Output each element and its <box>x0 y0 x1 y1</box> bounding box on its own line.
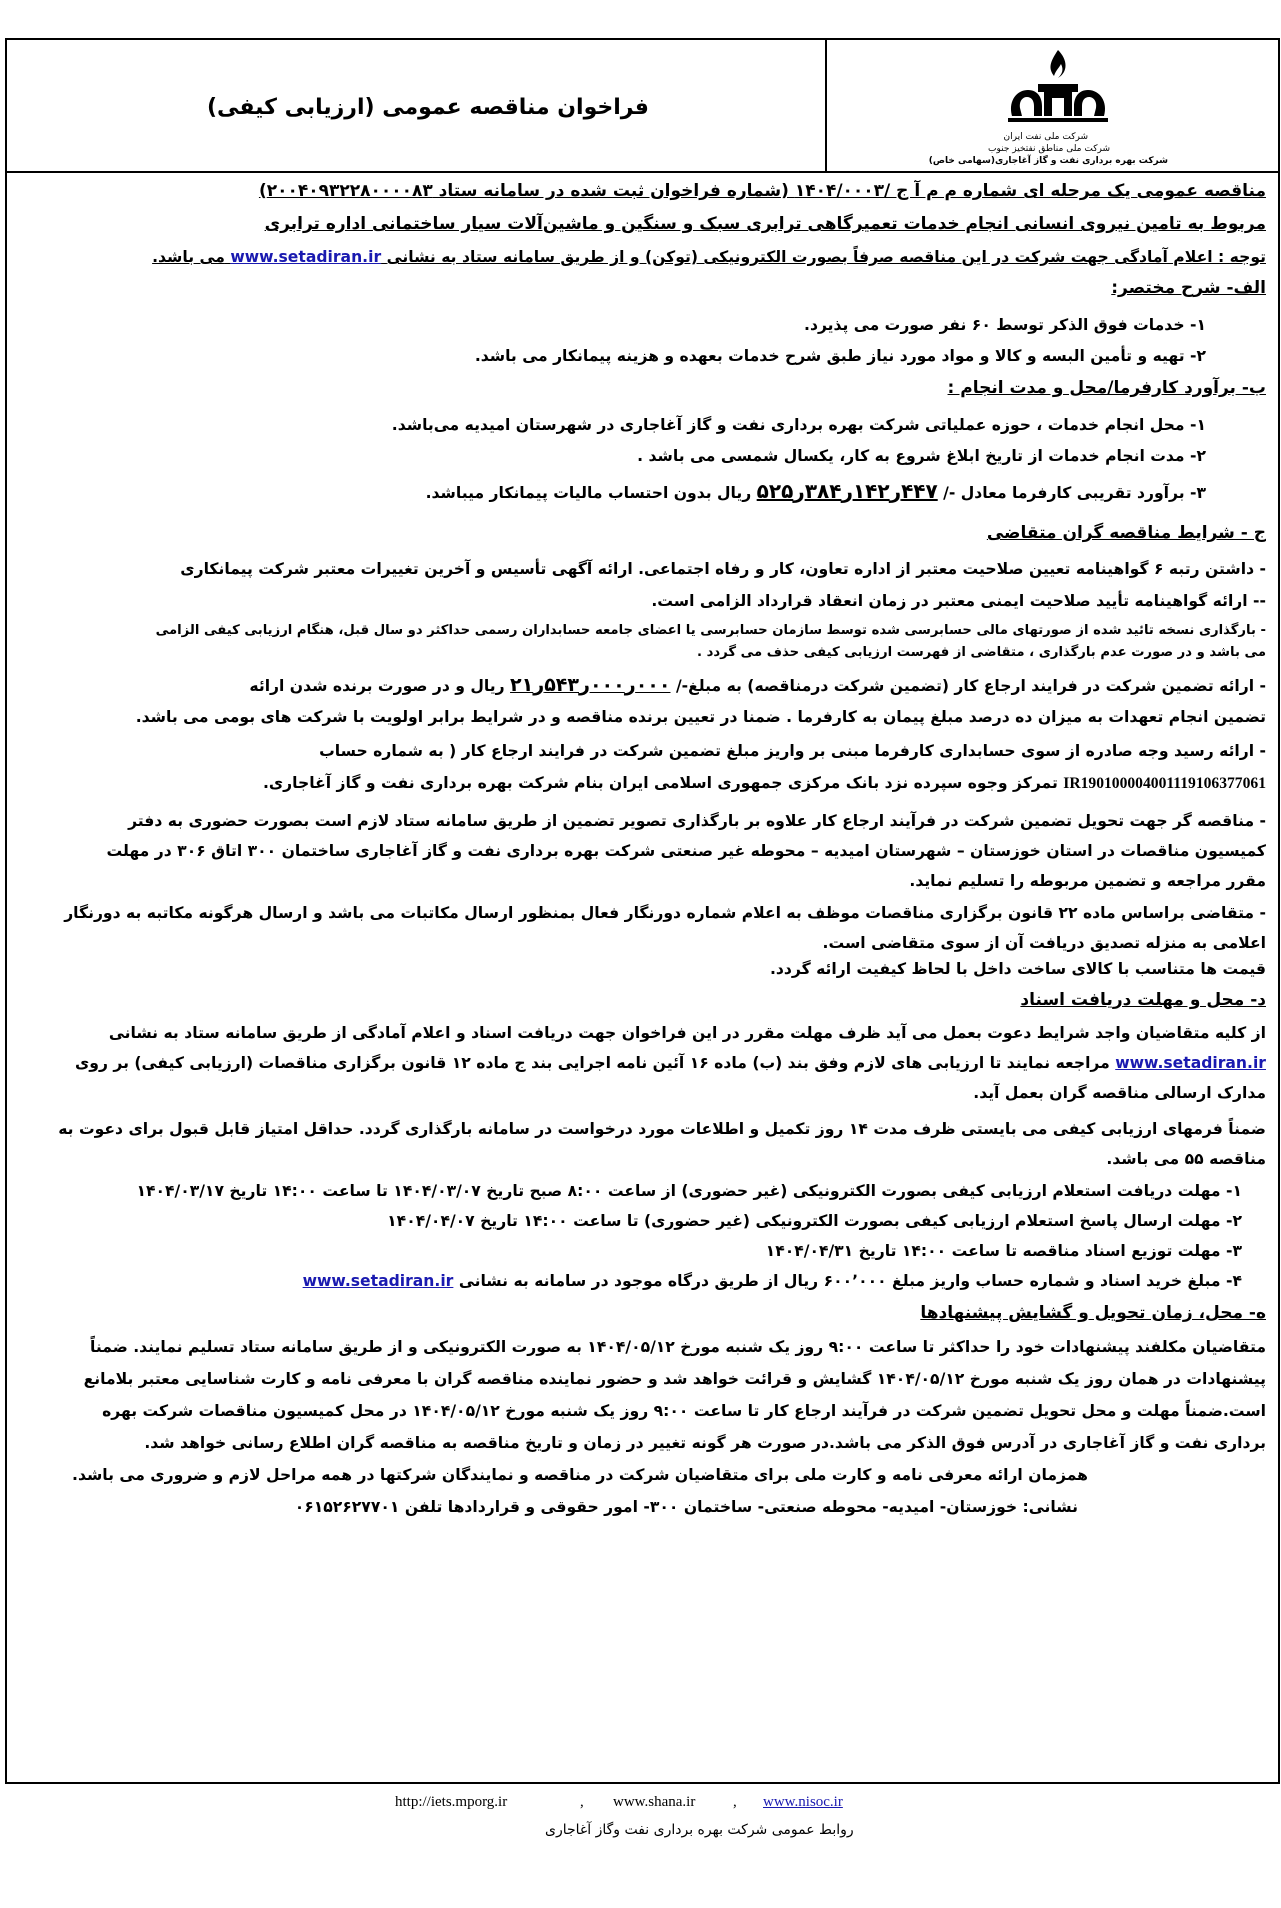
section-b-item-3 <box>426 480 1206 504</box>
section-c-line-14: قیمت ها متناسب با کالای ساخت داخل با لحاظ کیفیت ارائه گردد. <box>769 960 1266 978</box>
logo-line-2: شرکت ملی مناطق نفتخیز جنوب <box>988 144 1110 154</box>
section-c-line-10: کمیسیون مناقصات در استان خوزستان – شهرستان امیدیه – محوطه غیر صنعتی شرکت بهره برداری نفت و گاز آغاجاری ساختمان ۳۰۰ اتاق ۳۰۶ در مهلت <box>106 842 1266 860</box>
section-c-line-5 <box>249 674 1266 697</box>
footer-link-mporg[interactable]: http://iets.mporg.ir <box>395 1794 508 1810</box>
section-d-line-2 <box>75 1052 1266 1074</box>
footer-org: روابط عمومی شرکت بهره برداری نفت وگاز آغاجاری <box>545 1822 854 1838</box>
contact-address: نشانی: خوزستان- امیدیه- محوطه صنعتی- ساختمان ۳۰۰- امور حقوقی و قراردادها تلفن ۰۶۱۵۲۶۲۷۷۰۱ <box>294 1498 1078 1516</box>
section-c-line-11: مقرر مراجعه و تضمین مربوطه را تسلیم نماید. <box>909 872 1266 890</box>
section-d-item-4-text: ۴- مبلغ خرید اسناد و شماره حساب واریز مبلغ ۶۰۰٬۰۰۰ ریال از طریق درگاه موجود در سامانه به نشانی <box>458 1272 1242 1290</box>
section-e-line-2: پیشنهادات در همان روز یک شنبه مورخ ۱۴۰۴/۰۵/۱۲ گشایش و قرائت خواهد شد و حضور نماینده مناقصه گران با معرفی نامه و کارت شناسایی معتبر بلامانع <box>83 1370 1266 1388</box>
tender-number-line: مناقصه عمومی یک مرحله ای شماره م م آ ج /۱۴۰۴/۰۰۰۳ (شماره فراخوان ثبت شده در سامانه ستاد ۲۰۰۴۰۹۳۲۲۸۰۰۰۰۸۳) <box>258 181 1266 201</box>
section-a-item-1: ۱- خدمات فوق الذکر توسط ۶۰ نفر صورت می پذیرد. <box>804 316 1206 334</box>
section-b-item-2: ۲- مدت انجام خدمات از تاریخ ابلاغ شروع به کار، یکسال شمسی می باشد . <box>637 447 1206 465</box>
section-c-line-6: تضمین انجام تعهدات به میزان ده درصد مبلغ پیمان به کارفرما . ضمنا در تعیین برنده مناقصه و در شرایط برابر اولویت با شرکت های بومی می باشد. <box>135 708 1266 726</box>
section-e-line-4: برداری نفت و گاز آغاجاری در آدرس فوق الذکر می باشد.در صورت هر گونه تغییر در زمان و تاریخ مناقصه به مناقصه گران اطلاع رسانی خواهد شد. <box>144 1434 1266 1452</box>
tender-subject-line: مربوط به تامین نیروی انسانی انجام خدمات تعمیرگاهی ترابری سبک و سنگین و ماشین‌آلات سیار ساختمانی اداره ترابری <box>264 214 1266 234</box>
company-logo-box <box>825 40 1278 171</box>
section-d-line-5: مناقصه ۵۵ می باشد. <box>1106 1150 1266 1168</box>
estimate-label: ۳- برآورد تقریبی کارفرما معادل -/ <box>943 484 1206 502</box>
logo-line-3: شرکت بهره برداری نفت و گاز آغاجاری(سهامی خاص) <box>928 156 1168 166</box>
estimate-note: ریال بدون احتساب مالیات پیمانکار میباشد. <box>425 484 752 502</box>
section-d-item-4 <box>303 1270 1242 1292</box>
section-d-item-1: ۱- مهلت دریافت استعلام ارزیابی کیفی بصورت الکترونیکی (غیر حضوری) از ساعت ۸:۰۰ صبح تاریخ ۱۴۰۴/۰۳/۰۷ تا ساعت ۱۴:۰۰ تاریخ ۱۴۰۴/۰۳/۱۷ <box>136 1182 1242 1200</box>
guarantee-note: ریال و در صورت برنده شدن ارائه <box>249 677 505 695</box>
section-a-heading: الف- شرح مختصر: <box>1111 278 1266 298</box>
tender-notice <box>5 38 1280 1784</box>
setadiran-link-2[interactable]: www.setadiran.ir <box>1115 1054 1266 1072</box>
section-a-item-2: ۲- تهیه و تأمین البسه و کالا و مواد مورد نیاز طبق شرح خدمات بعهده و هزینه پیمانکار می باشد. <box>474 347 1206 365</box>
section-c-line-1: - داشتن رتبه ۶ گواهینامه تعیین صلاحیت معتبر از اداره تعاون، کار و رفاه اجتماعی. ارائه آگهی تأسیس و آخرین تغییرات معتبر شرکت پیمانکاری <box>180 560 1266 578</box>
section-b-heading: ب- برآورد کارفرما/محل و مدت انجام : <box>947 378 1266 398</box>
iban-number: IR190100004001119106377061 <box>1063 775 1266 792</box>
registration-note-end: می باشد. <box>152 248 225 266</box>
section-e-line-5: همزمان ارائه معرفی نامه و کارت ملی برای متقاضیان شرکت در مناقصه و نمایندگان شرکتها در همه مراحل لازم و ضروری می باشد. <box>72 1466 1088 1484</box>
footer-link-nisoc[interactable]: www.nisoc.ir <box>763 1794 843 1810</box>
setadiran-link-3[interactable]: www.setadiran.ir <box>302 1272 454 1290</box>
section-c-line-9: - مناقصه گر جهت تحویل تضمین شرکت در فرآیند ارجاع کار علاوه بر بارگذاری تصویر تضمین از طریق سامانه ستاد لازم است بصورت حضوری به دفتر <box>128 812 1266 830</box>
section-d-item-3: ۳- مهلت توزیع اسناد مناقصه تا ساعت ۱۴:۰۰ تاریخ ۱۴۰۴/۰۴/۳۱ <box>765 1242 1242 1260</box>
section-d-item-2: ۲- مهلت ارسال پاسخ استعلام ارزیابی کیفی بصورت الکترونیکی (غیر حضوری) تا ساعت ۱۴:۰۰ تاریخ ۱۴۰۴/۰۴/۰۷ <box>387 1212 1242 1230</box>
section-e-line-3: است.ضمناً مهلت و محل تحویل تضمین شرکت در فرآیند ارجاع کار تا ساعت ۹:۰۰ روز یک شنبه مورخ ۱۴۰۴/۰۵/۱۲ در محل کمیسیون مناقصات شرکت بهره <box>102 1402 1266 1420</box>
section-c-line-4: می باشد و در صورت عدم بارگذاری ، متقاضی از فهرست ارزیابی کیفی حذف می گردد . <box>697 645 1266 660</box>
section-d-line-3: مدارک ارسالی مناقصه گران بعمل آید. <box>973 1084 1266 1102</box>
section-d-line-4: ضمناً فرمهای ارزیابی کیفی می بایستی ظرف مدت ۱۴ روز تکمیل و اطلاعات مورد درخواست در سامانه بارگذاری گردد. حداقل امتیاز قابل قبول برای دعوت به <box>58 1120 1266 1138</box>
guarantee-amount: ۰۰۰ر۰۰۰ر۵۴۳ر۲۱ <box>510 674 671 696</box>
nioc-logo-icon <box>998 46 1118 126</box>
section-c-heading: ج - شرایط مناقصه گران متقاضی <box>986 523 1266 543</box>
section-e-heading: ه- محل، زمان تحویل و گشایش پیشنهادها <box>920 1303 1266 1323</box>
footer-separator-1: , <box>580 1794 584 1810</box>
registration-note <box>152 246 1266 268</box>
section-d-line-2-text: مراجعه نمایند تا ارزیابی های لازم وفق بند (ب) ماده ۱۶ آئین نامه اجرایی بند ج ماده ۱۲ قانون برگزاری مناقصات (ارزیابی کیفی) بر روی <box>75 1054 1110 1072</box>
notice-title: فراخوان مناقصه عمومی (ارزیابی کیفی) <box>207 95 649 120</box>
iban-note: تمرکز وجوه سپرده نزد بانک مرکزی جمهوری اسلامی ایران بنام شرکت بهره برداری نفت و گاز آغاجاری. <box>262 774 1058 792</box>
registration-note-text: توجه : اعلام آمادگی جهت شرکت در این مناقصه صرفاً بصورت الکترونیکی (توکن) و از طریق سامانه ستاد به نشانی <box>386 248 1266 266</box>
section-e-line-1: متقاضیان مکلفند پیشنهادات خود را حداکثر تا ساعت ۹:۰۰ روز یک شنبه مورخ ۱۴۰۴/۰۵/۱۲ به صورت الکترونیکی و از طریق سامانه ستاد تسلیم نمایند. ضمناً <box>90 1338 1266 1356</box>
footer-link-shana[interactable]: www.shana.ir <box>613 1794 696 1810</box>
section-c-line-12: - متقاضی براساس ماده ۲۲ قانون برگزاری مناقصات موظف به اعلام شماره دورنگار فعال بمنظور ارسال مکاتبات می باشد و ارسال هرگونه مکاتبه به دورنگار <box>64 904 1266 922</box>
section-c-line-8 <box>263 772 1266 795</box>
section-c-line-3: - بارگذاری نسخه تائید شده از صورتهای مالی حسابرسی شده توسط سازمان حسابرسی یا اعضای جامعه حسابداران رسمی حداکثر دو سال قبل، هنگام ارزیابی کیفی الزامی <box>155 623 1266 638</box>
section-d-heading: د- محل و مهلت دریافت اسناد <box>1020 990 1266 1010</box>
notice-header <box>7 40 1278 173</box>
section-c-line-7: - ارائه رسید وجه صادره از سوی حسابداری کارفرما مبنی بر واریز مبلغ تضمین شرکت در فرایند ارجاع کار ( به شماره حساب <box>319 742 1266 760</box>
section-d-line-1: از کلیه متقاضیان واجد شرایط دعوت بعمل می آید ظرف مهلت مقرر در این فراخوان جهت دریافت اسناد و اعلام آمادگی از طریق سامانه ستاد به نشانی <box>108 1024 1266 1042</box>
estimate-amount: ۴۴۷ر۱۴۲ر۳۸۴ر۵۲۵ <box>756 479 938 503</box>
setadiran-link[interactable]: www.setadiran.ir <box>230 248 382 266</box>
footer-separator-2: , <box>733 1794 737 1810</box>
logo-line-1: شرکت ملی نفت ایران <box>1003 132 1088 142</box>
section-b-item-1: ۱- محل انجام خدمات ، حوزه عملیاتی شرکت بهره برداری نفت و گاز آغاجاری در شهرستان امیدیه می‌باشد. <box>391 416 1206 434</box>
footer-links <box>395 1794 865 1818</box>
section-c-line-13: اعلامی به منزله تصدیق دریافت آن از سوی متقاضی است. <box>822 934 1266 952</box>
section-c-line-2: -- ارائه گواهینامه تأیید صلاحیت ایمنی معتبر در زمان انعقاد قرارداد الزامی است. <box>651 592 1266 610</box>
guarantee-label: - ارائه تضمین شرکت در فرایند ارجاع کار (تضمین شرکت درمناقصه) به مبلغ-/ <box>675 677 1266 695</box>
